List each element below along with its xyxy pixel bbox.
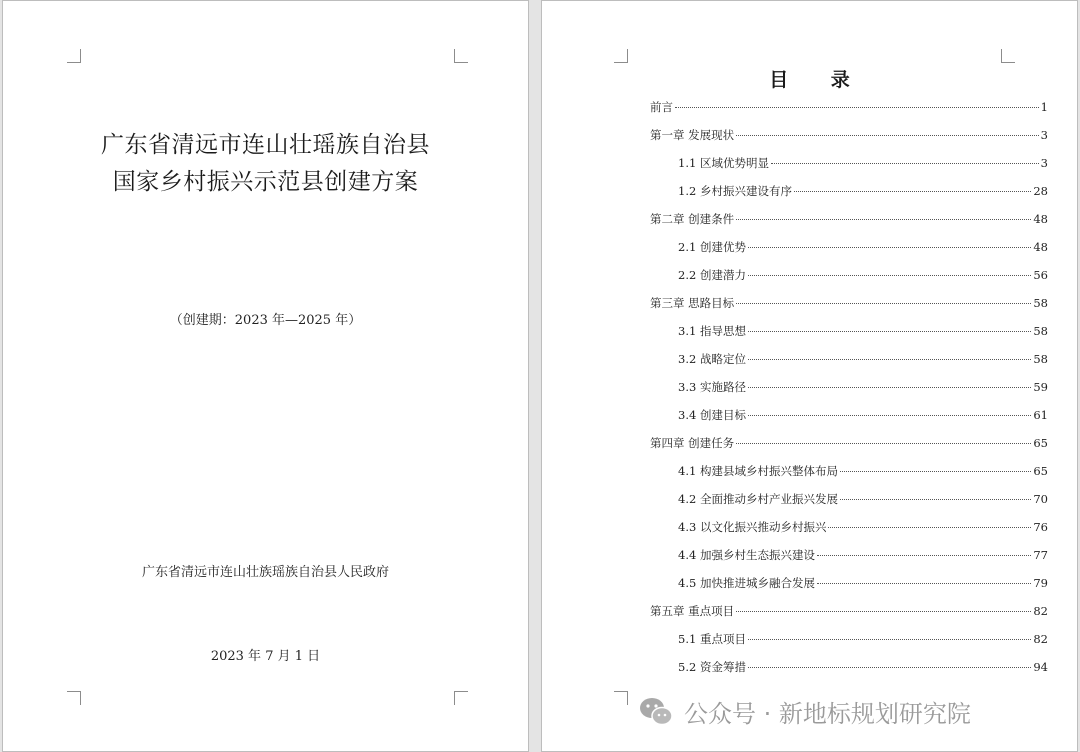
toc-entry-label: 5.2 资金筹措	[678, 660, 746, 674]
toc-page	[541, 0, 1078, 752]
toc-entry-label: 4.4 加强乡村生态振兴建设	[678, 548, 815, 562]
toc-dot-leader	[771, 163, 1039, 164]
toc-entry-page: 59	[1033, 380, 1048, 394]
toc-entry-page: 61	[1033, 408, 1048, 422]
toc-entry-label: 5.1 重点项目	[678, 632, 746, 646]
toc-entry-page: 65	[1033, 464, 1048, 478]
toc-entry[interactable]	[650, 486, 1048, 514]
toc-dot-leader	[748, 415, 1031, 416]
toc-dot-leader	[736, 135, 1039, 136]
toc-entry[interactable]	[650, 318, 1048, 346]
toc-dot-leader	[748, 667, 1031, 668]
toc-entry-label: 第五章 重点项目	[650, 604, 735, 618]
toc-entry-label: 3.3 实施路径	[678, 380, 746, 394]
cover-date: 2023 年 7 月 1 日	[210, 649, 321, 664]
toc-dot-leader	[736, 303, 1031, 304]
toc-entry-page: 28	[1033, 184, 1048, 198]
cover-period: （创建期：2023 年—2025 年）	[169, 313, 362, 328]
toc-entry-page: 76	[1033, 520, 1048, 534]
toc-dot-leader	[748, 331, 1031, 332]
toc-entry-label: 2.1 创建优势	[678, 240, 746, 254]
toc-entry[interactable]	[650, 178, 1048, 206]
toc-dot-leader	[748, 247, 1031, 248]
crop-mark-bottom-left	[67, 691, 81, 705]
toc-entry-label: 第三章 思路目标	[650, 296, 735, 310]
toc-entry-label: 4.1 构建县域乡村振兴整体布局	[678, 464, 838, 478]
toc-heading: 目 录	[769, 69, 868, 91]
toc-dot-leader	[736, 219, 1031, 220]
toc-entry[interactable]	[650, 346, 1048, 374]
toc-dot-leader	[748, 639, 1031, 640]
toc-entry-label: 2.2 创建潜力	[678, 268, 746, 282]
toc-entry-label: 1.2 乡村振兴建设有序	[678, 184, 792, 198]
toc-entry[interactable]	[650, 122, 1048, 150]
cover-organization: 广东省清远市连山壮族瑶族自治县人民政府	[141, 565, 389, 580]
toc-entry[interactable]	[650, 514, 1048, 542]
toc-dot-leader	[748, 359, 1031, 360]
cover-title-line1: 广东省清远市连山壮瑶族自治县	[101, 132, 430, 158]
toc-entry[interactable]	[650, 570, 1048, 598]
crop-mark-top-left	[614, 49, 628, 63]
toc-entry-label: 第二章 创建条件	[650, 212, 735, 226]
toc-entry-page: 58	[1033, 352, 1048, 366]
toc-entry-page: 58	[1033, 324, 1048, 338]
toc-dot-leader	[817, 555, 1031, 556]
toc-entry-page: 77	[1033, 548, 1048, 562]
crop-mark-top-right	[1001, 49, 1015, 63]
toc-entry[interactable]	[650, 94, 1048, 122]
toc-entry-page: 70	[1033, 492, 1048, 506]
crop-mark-top-left	[67, 49, 81, 63]
toc-entry-label: 前言	[650, 100, 673, 114]
toc-entry[interactable]	[650, 402, 1048, 430]
toc-entry-label: 1.1 区域优势明显	[678, 156, 769, 170]
toc-entry-page: 65	[1033, 436, 1048, 450]
toc-entry-page: 3	[1040, 128, 1048, 142]
toc-entry[interactable]	[650, 290, 1048, 318]
toc-entry-label: 4.2 全面推动乡村产业振兴发展	[678, 492, 838, 506]
toc-entry[interactable]	[650, 626, 1048, 654]
cover-page	[2, 0, 529, 752]
toc-entry-page: 48	[1033, 240, 1048, 254]
toc-entry-label: 3.4 创建目标	[678, 408, 746, 422]
toc-entry[interactable]	[650, 458, 1048, 486]
toc-entry-label: 3.2 战略定位	[678, 352, 746, 366]
toc-dot-leader	[736, 611, 1031, 612]
toc-dot-leader	[828, 527, 1031, 528]
toc-entry-page: 56	[1033, 268, 1048, 282]
toc-entry-page: 82	[1033, 604, 1048, 618]
toc-entry-label: 第四章 创建任务	[650, 436, 735, 450]
toc-entry[interactable]	[650, 262, 1048, 290]
watermark	[636, 688, 1066, 734]
toc-entry-label: 4.3 以文化振兴推动乡村振兴	[678, 520, 827, 534]
toc-entry[interactable]	[650, 654, 1048, 682]
toc-entry-page: 48	[1033, 212, 1048, 226]
toc-entry-label: 3.1 指导思想	[678, 324, 746, 338]
toc-entry[interactable]	[650, 542, 1048, 570]
toc-entry[interactable]	[650, 374, 1048, 402]
toc-dot-leader	[840, 471, 1031, 472]
toc-entry-label: 第一章 发展现状	[650, 128, 735, 142]
watermark-text: 公众号 · 新地标规划研究院	[684, 699, 971, 728]
crop-mark-bottom-left	[614, 691, 628, 705]
toc-dot-leader	[748, 387, 1031, 388]
toc-dot-leader	[840, 499, 1031, 500]
toc-entry[interactable]	[650, 430, 1048, 458]
toc-dot-leader	[736, 443, 1031, 444]
crop-mark-bottom-right	[454, 691, 468, 705]
toc-dot-leader	[817, 583, 1031, 584]
cover-title-line2: 国家乡村振兴示范县创建方案	[112, 169, 419, 195]
toc-dot-leader	[794, 191, 1031, 192]
toc-entry-label: 4.5 加快推进城乡融合发展	[678, 576, 815, 590]
toc-entry-page: 58	[1033, 296, 1048, 310]
toc-entry[interactable]	[650, 206, 1048, 234]
toc-entry-page: 1	[1040, 100, 1048, 114]
toc-entry-page: 82	[1033, 632, 1048, 646]
toc-entry[interactable]	[650, 598, 1048, 626]
toc-entry-page: 3	[1040, 156, 1048, 170]
toc-entry[interactable]	[650, 234, 1048, 262]
toc-list	[650, 94, 1048, 682]
toc-entry-page: 94	[1033, 660, 1048, 674]
toc-entry-page: 79	[1033, 576, 1048, 590]
toc-dot-leader	[748, 275, 1031, 276]
toc-entry[interactable]	[650, 150, 1048, 178]
wechat-icon	[636, 691, 676, 731]
toc-dot-leader	[675, 107, 1039, 108]
crop-mark-top-right	[454, 49, 468, 63]
